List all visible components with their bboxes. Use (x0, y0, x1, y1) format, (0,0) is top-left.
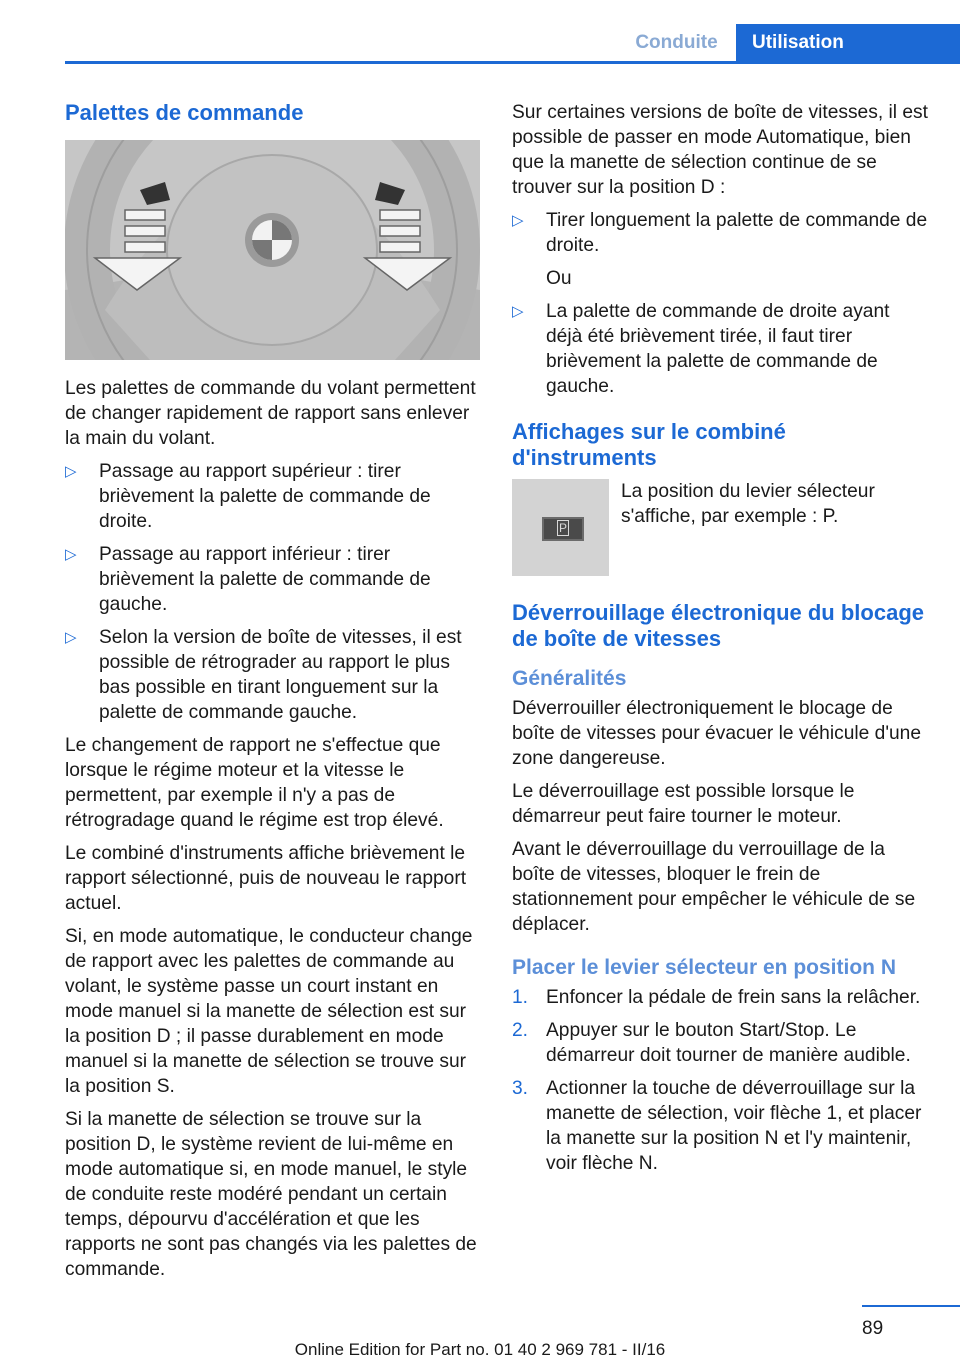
list-item: ▷ La palette de commande de droite ayant déjà été brièvement tirée, il faut tirer brièvement la palette de commande de gauche. (512, 301, 890, 397)
paragraph: Avant le déverrouillage du verrouillage de la boîte de vitesses, bloquer le frein de stationnement pour empêcher le véhicule de se déplacer. (512, 839, 916, 935)
left-column (65, 100, 481, 1290)
subsection-title-generalites: Généralités (512, 667, 627, 690)
steps-list (512, 985, 930, 1176)
paragraph: Si la manette de sélection se trouve sur la position D, le système revient de lui-même en mode automatique si, en mode manuel, le style de conduite reste modéré pendant un certain temps, dépourvu d'accélération et que les rapports ne sont pas changés via les palettes de commande. (65, 1109, 477, 1280)
palette-bullet-list (65, 459, 481, 725)
display-block (512, 479, 930, 576)
list-item: 3. Actionner la touche de déverrouillage sur la manette de sélection, voir flèche 1, et placer la manette sur la position N et l'y maintenir, voir flèche N. (512, 1078, 922, 1174)
right-column (512, 100, 930, 1184)
triangle-bullet-icon: ▷ (65, 546, 77, 563)
footer-edition: Online Edition for Part no. 01 40 2 969 781 - II/16 (294, 1340, 666, 1359)
list-item: ▷ Tirer longuement la palette de commande de droite. Ou (512, 210, 928, 289)
paragraph: Sur certaines versions de boîte de vitesses, il est possible de passer en mode Automatique, bien que la manette de sélection continue de se trouver sur la position D : (512, 102, 928, 198)
header-tabs (617, 24, 960, 62)
paragraph: Si, en mode automatique, le conducteur change de rapport avec les palettes de commande au volant, le système passe un court instant en mode manuel si la manette de sélection est sur la position D ; il passe durablement en mode manuel si la manette de sélection se trouve sur la position S. (65, 926, 473, 1097)
list-item: ▷ Passage au rapport supérieur : tirer brièvement la palette de commande de droite. (65, 461, 431, 532)
paragraph: Déverrouiller électroniquement le blocage de boîte de vitesses pour évacuer le véhicule d'une zone dangereuse. (512, 698, 921, 769)
footer-rule (862, 1305, 960, 1307)
list-item: 2. Appuyer sur le bouton Start/Stop. Le démarreur doit tourner de manière audible. (512, 1020, 911, 1066)
section-title-deverrouillage: Déverrouillage électronique du blocage de boîte de vitesses (512, 600, 924, 651)
header-rule (65, 61, 960, 64)
triangle-bullet-icon: ▷ (65, 629, 77, 646)
list-item: ▷ Passage au rapport inférieur : tirer brièvement la palette de commande de gauche. (65, 544, 431, 615)
gear-p-icon: P (542, 517, 584, 541)
tab-conduite[interactable]: Conduite (635, 32, 718, 53)
paragraph: Le changement de rapport ne s'effectue que lorsque le régime moteur et la vitesse le permettent, par exemple il n'y a pas de rétrogradage quand le régime est trop élevé. (65, 735, 444, 831)
steering-wheel-icon (65, 140, 480, 360)
paragraph: Le combiné d'instruments affiche brièvement le rapport sélectionné, puis de nouveau le rapport actuel. (65, 843, 467, 914)
list-item: 1. Enfoncer la pédale de frein sans la relâcher. (512, 987, 921, 1008)
triangle-bullet-icon: ▷ (512, 212, 524, 229)
triangle-bullet-icon: ▷ (512, 303, 524, 320)
paragraph: Le déverrouillage est possible lorsque le démarreur peut faire tourner le moteur. (512, 781, 855, 827)
list-item: ▷ Selon la version de boîte de vitesses, il est possible de rétrograder au rapport le plus bas possible en tirant longuement sur la palette de commande gauche. (65, 627, 462, 723)
auto-mode-bullet-list (512, 208, 930, 399)
section-title-affichages: Affichages sur le combiné d'instruments (512, 419, 786, 470)
page-number: 89 (862, 1318, 884, 1339)
steering-wheel-illustration (65, 140, 480, 360)
intro-paragraph: Les palettes de commande du volant permettent de changer rapidement de rapport sans enlever la main du volant. (65, 378, 476, 449)
triangle-bullet-icon: ▷ (65, 463, 77, 480)
subsection-title-placer: Placer le levier sélecteur en position N (512, 956, 896, 979)
gear-display-illustration (512, 479, 609, 576)
tab-utilisation[interactable]: Utilisation (736, 24, 960, 62)
paragraph: La position du levier sélecteur s'affiche, par exemple : P. (621, 481, 875, 527)
section-title-palettes: Palettes de commande (65, 100, 304, 125)
